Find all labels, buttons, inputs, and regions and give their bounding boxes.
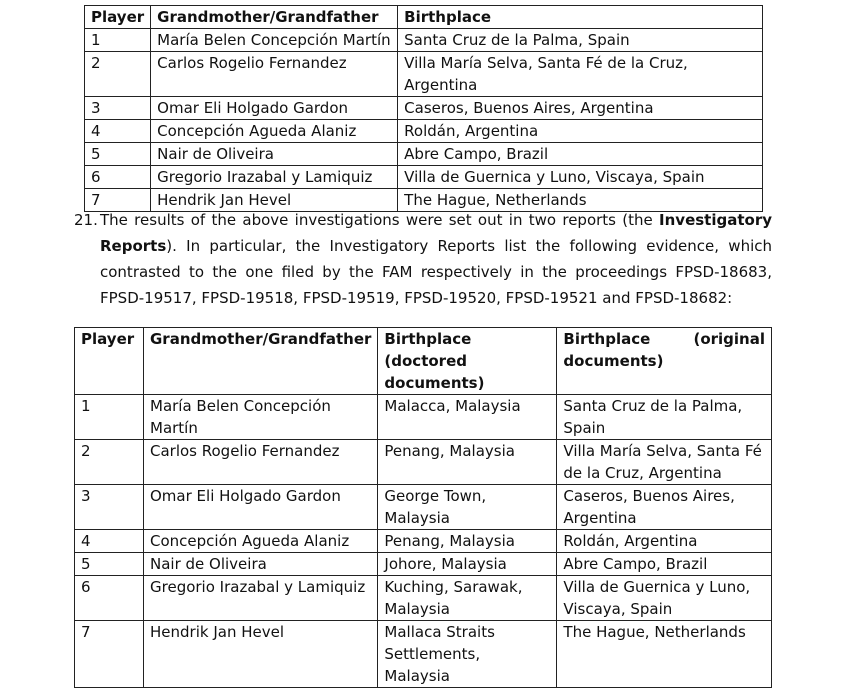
original-birthplace-cell: Abre Campo, Brazil (557, 553, 772, 576)
player-cell: 1 (85, 29, 151, 52)
header-birthplace-doctored: Birthplace (doctored documents) (378, 328, 557, 395)
table-row (85, 52, 763, 97)
table-row (75, 576, 772, 621)
player-cell: 3 (85, 97, 151, 120)
header-birthplace: Birthplace (398, 6, 763, 29)
doctored-birthplace-cell: Penang, Malaysia (378, 530, 557, 553)
table-header-row (75, 328, 772, 395)
grandparent-cell: Gregorio Irazabal y Lamiquiz (144, 576, 378, 621)
birthplace-cell: Villa de Guernica y Luno, Viscaya, Spain (398, 166, 763, 189)
header-player: Player (85, 6, 151, 29)
original-birthplace-cell: The Hague, Netherlands (557, 621, 772, 688)
grandparent-cell: Gregorio Irazabal y Lamiquiz (151, 166, 398, 189)
birthplace-cell: Villa María Selva, Santa Fé de la Cruz, Argentina (398, 52, 763, 97)
grandparent-cell: María Belen Concepción Martín (151, 29, 398, 52)
grandparent-cell: Concepción Agueda Alaniz (151, 120, 398, 143)
doctored-birthplace-cell: George Town, Malaysia (378, 485, 557, 530)
birthplace-comparison-table (74, 327, 772, 688)
player-cell: 6 (75, 576, 144, 621)
header-grandparent: Grandmother/Grandfather (151, 6, 398, 29)
player-cell: 5 (85, 143, 151, 166)
player-cell: 2 (85, 52, 151, 97)
birthplace-cell: Santa Cruz de la Palma, Spain (398, 29, 763, 52)
doctored-birthplace-cell: Penang, Malaysia (378, 440, 557, 485)
defined-term: Investigatory Reports (100, 211, 772, 255)
player-cell: 7 (85, 189, 151, 212)
grandparent-cell: Carlos Rogelio Fernandez (151, 52, 398, 97)
player-cell: 7 (75, 621, 144, 688)
grandparent-cell: Nair de Oliveira (151, 143, 398, 166)
paragraph-text (100, 207, 772, 311)
paragraph-number: 21. (74, 211, 98, 229)
table-row (75, 621, 772, 688)
table-row (85, 166, 763, 189)
table-row (85, 120, 763, 143)
original-birthplace-cell: Villa de Guernica y Luno, Viscaya, Spain (557, 576, 772, 621)
paragraph-text-part2: ). In particular, the Investigatory Reports list the following evidence, which contrasted to the one filed by the FAM respectively in the proceedings FPSD-18683, FPSD-19517, FPSD-19518, FPSD-19519, FPSD-19520, FPSD-19521 and FPSD-18682: (100, 237, 772, 307)
table-row (75, 395, 772, 440)
table-row (75, 440, 772, 485)
header-birthplace-original (557, 328, 772, 395)
header-birthplace-original-line1 (563, 328, 765, 350)
original-birthplace-cell: Caseros, Buenos Aires, Argentina (557, 485, 772, 530)
grandparent-cell: Carlos Rogelio Fernandez (144, 440, 378, 485)
birthplace-cell: Caseros, Buenos Aires, Argentina (398, 97, 763, 120)
player-cell: 4 (75, 530, 144, 553)
player-cell: 1 (75, 395, 144, 440)
table-row (85, 97, 763, 120)
header-grandparent: Grandmother/Grandfather (144, 328, 378, 395)
paragraph-21 (74, 207, 772, 311)
birthplace-table (84, 5, 763, 212)
grandparent-cell: Omar Eli Holgado Gardon (151, 97, 398, 120)
player-cell: 2 (75, 440, 144, 485)
table-row (85, 143, 763, 166)
player-cell: 5 (75, 553, 144, 576)
player-cell: 4 (85, 120, 151, 143)
doctored-birthplace-cell: Kuching, Sarawak, Malaysia (378, 576, 557, 621)
birthplace-cell: The Hague, Netherlands (398, 189, 763, 212)
player-cell: 6 (85, 166, 151, 189)
player-cell: 3 (75, 485, 144, 530)
grandparent-cell: María Belen Concepción Martín (144, 395, 378, 440)
grandparent-cell: Concepción Agueda Alaniz (144, 530, 378, 553)
table-row (75, 530, 772, 553)
doctored-birthplace-cell: Malacca, Malaysia (378, 395, 557, 440)
grandparent-cell: Hendrik Jan Hevel (144, 621, 378, 688)
original-birthplace-cell: Santa Cruz de la Palma, Spain (557, 395, 772, 440)
original-birthplace-cell: Villa María Selva, Santa Fé de la Cruz, Argentina (557, 440, 772, 485)
paragraph-text-part1: The results of the above investigations were set out in two reports (the (100, 211, 660, 229)
birthplace-cell: Roldán, Argentina (398, 120, 763, 143)
grandparent-cell: Nair de Oliveira (144, 553, 378, 576)
table-row (85, 29, 763, 52)
birthplace-cell: Abre Campo, Brazil (398, 143, 763, 166)
grandparent-cell: Omar Eli Holgado Gardon (144, 485, 378, 530)
doctored-birthplace-cell: Johore, Malaysia (378, 553, 557, 576)
header-player: Player (75, 328, 144, 395)
doctored-birthplace-cell: Mallaca Straits Settlements, Malaysia (378, 621, 557, 688)
table-header-row (85, 6, 763, 29)
grandparent-cell: Hendrik Jan Hevel (151, 189, 398, 212)
table-row (75, 485, 772, 530)
original-birthplace-cell: Roldán, Argentina (557, 530, 772, 553)
header-birthplace-original-word1: Birthplace (563, 330, 651, 348)
table-row (75, 553, 772, 576)
header-birthplace-original-line2: documents) (563, 352, 664, 370)
header-birthplace-original-word2: (original (693, 330, 765, 348)
